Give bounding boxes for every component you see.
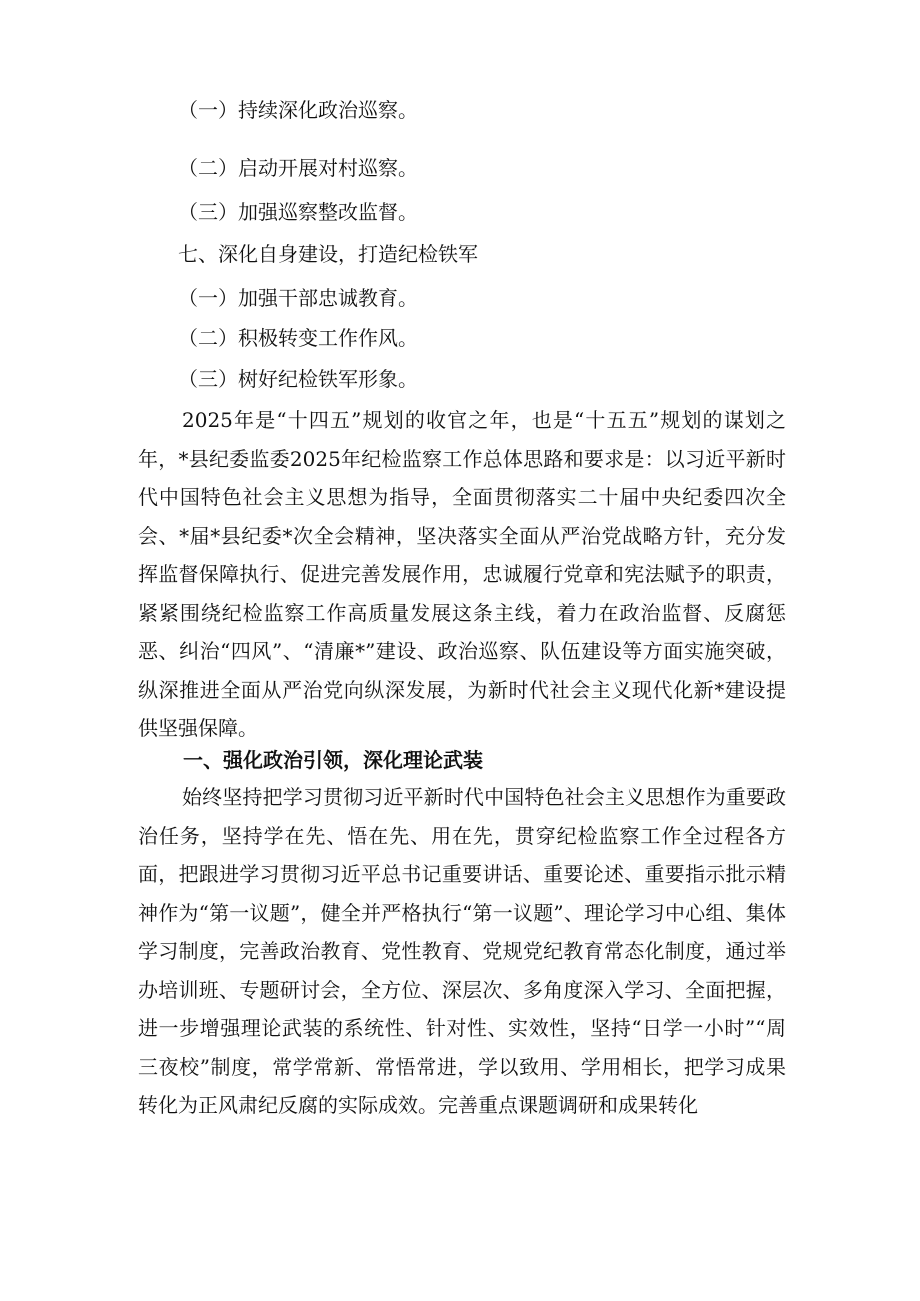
section-seven-heading: 七、深化自身建设，打造纪检铁军 [178, 242, 478, 266]
outline-item-inspection-deepen: （一）持续深化政治巡察。 [178, 98, 418, 122]
outline-item-loyalty-education: （一）加强干部忠诚教育。 [178, 286, 418, 310]
intro-paragraph: 2025年是“十四五”规划的收官之年，也是“十五五”规划的谋划之年，*县纪委监委2025年纪检监察工作总体思路和要求是：以习近平新时代中国特色社会主义思想为指导，全面贯彻落实二十届中央纪委四次全会、*届*县纪委*次全会精神，坚决落实全面从严治党战略方针，充分发挥监督保障执行、促进完善发展作用，忠诚履行党章和宪法赋予的职责，紧紧围绕纪检监察工作高质量发展这条主线，着力在政治监督、反腐惩恶、纠治“四风”、“清廉*”建设、政治巡察、队伍建设等方面实施突破，纵深推进全面从严治党向纵深发展，为新时代社会主义现代化新*建设提供坚强保障。 [138, 408, 786, 740]
outline-item-rectification-supervision: （三）加强巡察整改监督。 [178, 200, 418, 224]
section-one-heading: 一、强化政治引领，深化理论武装 [183, 748, 483, 772]
outline-item-image: （三）树好纪检铁军形象。 [178, 367, 418, 391]
outline-item-work-style: （二）积极转变工作作风。 [178, 326, 418, 350]
body-paragraph: 始终坚持把学习贯彻习近平新时代中国特色社会主义思想作为重要政治任务，坚持学在先、悟在先、用在先，贯穿纪检监察工作全过程各方面，把跟进学习贯彻习近平总书记重要讲话、重要论述、重要指示批示精神作为“第一议题”，健全并严格执行“第一议题”、理论学习中心组、集体学习制度，完善政治教育、党性教育、党规党纪教育常态化制度，通过举办培训班、专题研讨会，全方位、深层次、多角度深入学习、全面把握，进一步增强理论武装的系统性、针对性、实效性，坚持“日学一小时”“周三夜校”制度，常学常新、常悟常进，学以致用、学用相长，把学习成果转化为正风肃纪反腐的实际成效。完善重点课题调研和成果转化 [138, 785, 786, 1117]
outline-item-village-inspection: （二）启动开展对村巡察。 [178, 156, 418, 180]
